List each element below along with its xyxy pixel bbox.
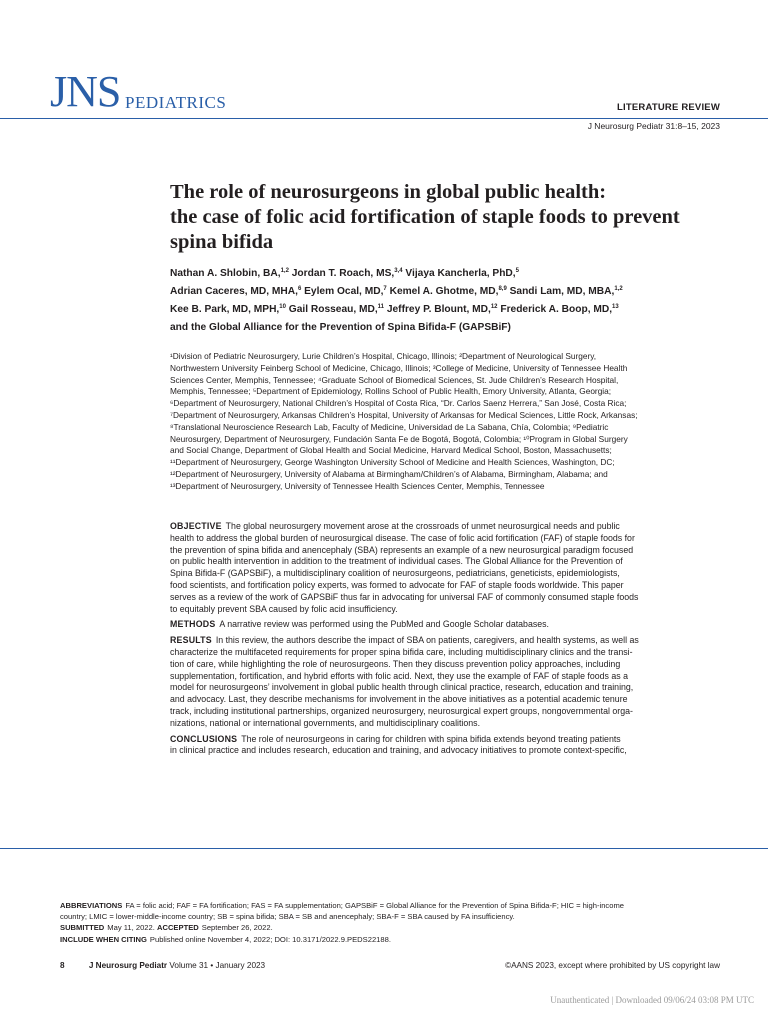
footer-issue: Volume 31 • January 2023 (169, 961, 266, 970)
footnotes (60, 900, 730, 945)
abstract-line: nizations, national or international governments, and multidisciplinary coalitions. (170, 717, 481, 728)
author-affil-sup: 12 (490, 304, 498, 310)
affiliation-line: ⁶Department of Neurosurgery, National Children’s Hospital of Costa Rica, “Dr. Carlos Saenz Herrera,” San José, Costa Rica; (170, 398, 627, 409)
abstract-line: supplementation, fortification, and hybrid efforts with folic acid. Next, they use the example of FAF of staple foods as a (170, 670, 629, 681)
author-name: Frederick A. Boop, MD, (497, 304, 613, 315)
abbreviations-text: country; LMIC = lower-middle-income country; SB = spina bifida; SBA = SB and anencephaly; SBA-F = SBA caused by FA insufficiency. (60, 912, 515, 922)
citing-text: Published online November 4, 2022; DOI: 10.3171/2022.9.PEDS22188. (149, 934, 391, 944)
title-line: the case of folic acid fortification of staple foods to prevent (170, 206, 680, 228)
abstract (170, 521, 730, 761)
affiliation-line: Neurosurgery, Department of Neurosurgery, Fundación Santa Fe de Bogotá, Bogotá, Colombia; ¹⁰Program in Global Surgery (170, 433, 628, 444)
abstract-line: in clinical practice and includes research, education and training, and advocacy initiatives to promote context-specific, (170, 745, 627, 756)
author-affil-sup: 6 (297, 286, 302, 292)
author-affil-sup: 10 (279, 304, 286, 310)
abstract-line: serves as a review of the work of GAPSBiF thus far in advocating for universal FAF of commonly consumed staple foods (170, 591, 639, 602)
author-name: Jeffrey P. Blount, MD, (384, 304, 491, 315)
journal-logo: JNS (50, 67, 121, 116)
abstract-line: Spina Bifida-F (GAPSBiF), a multidisciplinary coalition of neurosurgeons, pediatricians, geneticists, epidemiologists, (170, 568, 620, 579)
article-type: LITERATURE REVIEW (617, 102, 720, 113)
abstract-line: track, including institutional partnerships, organized neurosurgery, neurosurgical expert groups, nongovernmental orga- (170, 705, 633, 716)
abstract-line: the prevention of spina bifida and anencephaly (SBA) represents an example of a new neurosurgical paradigm focused (170, 544, 634, 555)
page-number: 8 (60, 961, 65, 970)
header-citation: J Neurosurg Pediatr 31:8–15, 2023 (587, 121, 720, 131)
abstract-line: In this review, the authors describe the impact of SBA on patients, caregivers, and health systems, as well as (215, 635, 639, 646)
author-affil-sup: 3,4 (394, 268, 403, 274)
abstract-line: tion of care, while highlighting the role of neurosurgeons. Then they discuss prevention policy approaches, including (170, 658, 621, 669)
author-affil-sup: 1,2 (280, 268, 289, 274)
author-affil-sup: 1,2 (614, 286, 623, 292)
author-name: Gail Rosseau, MD, (285, 304, 378, 315)
affiliation-line: and Social Change, Department of Global Health and Social Medicine, Harvard Medical School, Boston, Massachusetts; (170, 445, 612, 456)
abstract-line: characterize the multifaceted requirements for proper spina bifida care, including multidisciplinary clinics and the transi- (170, 646, 633, 657)
author-affil-sup: 11 (377, 304, 385, 310)
download-watermark: Unauthenticated | Downloaded 09/06/24 03:08 PM UTC (550, 995, 754, 1005)
abstract-line: The global neurosurgery movement arose at the crossroads of unmet neurosurgical needs and public (225, 521, 620, 531)
methods-label: METHODS (170, 619, 216, 630)
submitted-label: SUBMITTED (60, 923, 105, 933)
abstract-line: model for neurosurgeons’ involvement in global public health through clinical practice, research, education and training, (170, 682, 634, 693)
affiliation-line: Sciences Center, Memphis, Tennessee; ⁴Graduate School of Biomedical Sciences, St. Jude Children’s Research Hospital, (170, 374, 619, 385)
affiliation-line: ¹¹Department of Neurosurgery, George Washington University School of Medicine and Health Sciences, Washington, DC; (170, 457, 615, 468)
author-name: Eylem Ocal, MD, (301, 286, 384, 297)
author-list (170, 265, 730, 337)
journal-logo-subtitle: PEDIATRICS (125, 93, 227, 112)
affiliation-line: ⁸Translational Neuroscience Research Lab, Faculty of Medicine, Universidad de La Sabana, Chía, Colombia; ⁹Pediatric (170, 421, 609, 432)
affiliation-line: ¹²Department of Neurosurgery, University of Alabama at Birmingham/Children’s of Alabama, Birmingham, Alabama; and (170, 468, 608, 479)
abstract-line: on public health intervention in addition to the treatment of individual cases. The Global Alliance for the Prevention of (170, 556, 623, 567)
footer-rule (0, 848, 768, 849)
author-name: Kemel A. Ghotme, MD, (386, 286, 499, 297)
citing-label: INCLUDE WHEN CITING (60, 934, 147, 944)
page-footer (60, 961, 720, 970)
abstract-conclusions (170, 734, 730, 758)
conclusions-label: CONCLUSIONS (170, 733, 238, 744)
affiliation-line: ⁷Department of Neurosurgery, Arkansas Children’s Hospital, University of Arkansas for Medical Sciences, Little Rock, Arkansas; (170, 409, 638, 420)
abstract-methods (170, 619, 730, 631)
footer-journal: J Neurosurg Pediatr (88, 961, 168, 970)
abstract-line: The role of neurosurgeons in caring for children with spina bifida extends beyond treating patients (241, 733, 621, 744)
affiliations (170, 351, 730, 493)
author-name: Nathan A. Shlobin, BA, (170, 268, 281, 279)
title-line: The role of neurosurgeons in global public health: (170, 181, 607, 203)
author-name: Kee B. Park, MD, MPH, (170, 304, 280, 315)
results-label: RESULTS (170, 635, 212, 646)
abstract-line: to equitably prevent SBA caused by folic acid insufficiency. (170, 603, 398, 614)
author-affil-sup: 7 (383, 286, 387, 292)
author-line: and the Global Alliance for the Prevention of Spina Bifida-F (GAPSBiF) (170, 322, 511, 333)
author-line (170, 301, 730, 319)
abstract-line: health to address the global burden of neurosurgical disease. The case of folic acid fortification (FAF) of staple foods for (170, 532, 635, 543)
affiliation-line: Northwestern University Feinberg School of Medicine, Chicago, Illinois; ³College of Medicine, University of Tennessee Health (170, 362, 628, 373)
header-rule (0, 118, 768, 119)
accepted-date: September 26, 2022. (201, 923, 273, 933)
author-affil-sup: 13 (612, 304, 619, 310)
abbreviations-label: ABBREVIATIONS (60, 901, 123, 910)
objective-label: OBJECTIVE (170, 521, 222, 531)
footer-copyright: ©AANS 2023, except where prohibited by US copyright law (505, 961, 720, 970)
abstract-results (170, 635, 730, 729)
affiliation-line: ¹Division of Pediatric Neurosurgery, Lurie Children’s Hospital, Chicago, Illinois; ²Department of Neurological Surgery, (170, 351, 597, 361)
author-name: Sandi Lam, MD, MBA, (506, 286, 615, 297)
abstract-objective (170, 521, 730, 615)
abstract-line: A narrative review was performed using the PubMed and Google Scholar databases. (219, 619, 549, 630)
author-affil-sup: 5 (515, 268, 519, 274)
author-line (170, 265, 730, 283)
author-name: Vijaya Kancherla, PhD, (402, 268, 516, 279)
abstract-line: food scientists, and fortification policy experts, was formed to advocate for FAF of staple foods worldwide. This paper (170, 579, 624, 590)
abstract-line: and advocacy. Last, they describe mechanisms for involvement in the above initiatives as a potential academic tenure (170, 694, 628, 705)
affiliation-line: Memphis, Tennessee; ⁵Department of Epidemiology, Rollins School of Public Health, Emory University, Atlanta, Georgia; (170, 386, 612, 397)
accepted-label: ACCEPTED (156, 923, 199, 933)
submitted-date: May 11, 2022. (107, 923, 155, 933)
author-name: Jordan T. Roach, MS, (288, 268, 395, 279)
author-name: Adrian Caceres, MD, MHA, (170, 286, 298, 297)
author-line (170, 283, 730, 301)
title-line: spina bifida (170, 231, 274, 253)
abbreviations-text: FA = folic acid; FAF = FA fortification; FAS = FA supplementation; GAPSBiF = Global Alliance for the Prevention of Spina Bifida-F; HIC = high-income (125, 901, 625, 910)
author-affil-sup: 8,9 (498, 286, 507, 292)
affiliation-line: ¹³Department of Neurosurgery, University of Tennessee Health Sciences Center, Memphis, Tennessee (170, 480, 545, 491)
article-title (170, 180, 730, 255)
